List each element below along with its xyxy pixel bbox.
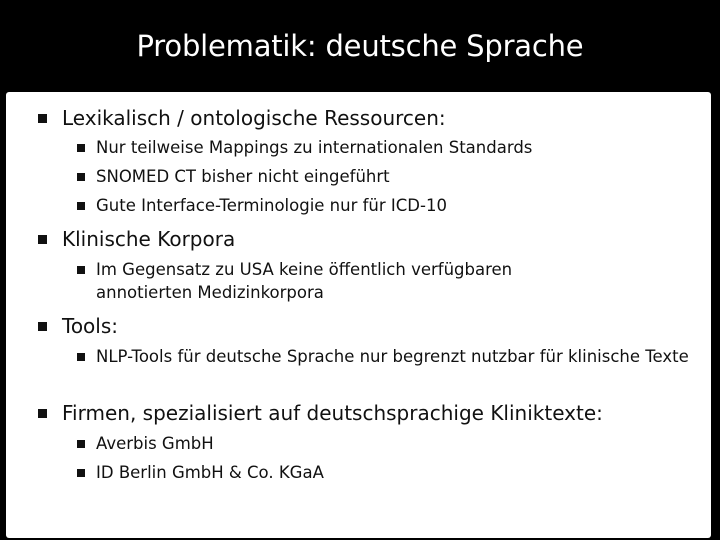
square-bullet-icon [38,409,47,418]
square-bullet-icon [77,353,85,361]
square-bullet-icon [77,469,85,477]
content-panel [6,92,711,538]
bullet-level1: Firmen, spezialisiert auf deutschsprachige Kliniktexte: [62,401,603,425]
bullet-level2: Nur teilweise Mappings zu internationalen Standards [96,138,533,157]
bullet-level1: Lexikalisch / ontologische Ressourcen: [62,106,446,130]
slide-title: Problematik: deutsche Sprache [136,29,584,63]
bullet-level2: ID Berlin GmbH & Co. KGaA [96,463,324,482]
square-bullet-icon [77,144,85,152]
square-bullet-icon [77,173,85,181]
bullet-level2: SNOMED CT bisher nicht eingeführt [96,167,390,186]
square-bullet-icon [38,322,47,331]
bullet-level2: Im Gegensatz zu USA keine öffentlich verfügbaren annotierten Medizinkorpora [96,260,513,302]
bullet-level2: Gute Interface-Terminologie nur für ICD-10 [96,196,447,215]
bullet-level2: NLP-Tools für deutsche Sprache nur begrenzt nutzbar für klinische Texte [96,347,689,366]
bullet-level2: Averbis GmbH [96,434,214,453]
square-bullet-icon [77,440,85,448]
square-bullet-icon [77,202,85,210]
bullet-level1: Tools: [62,314,119,338]
bullet-level1: Klinische Korpora [62,227,236,251]
square-bullet-icon [38,114,47,123]
square-bullet-icon [38,235,47,244]
square-bullet-icon [77,266,85,274]
